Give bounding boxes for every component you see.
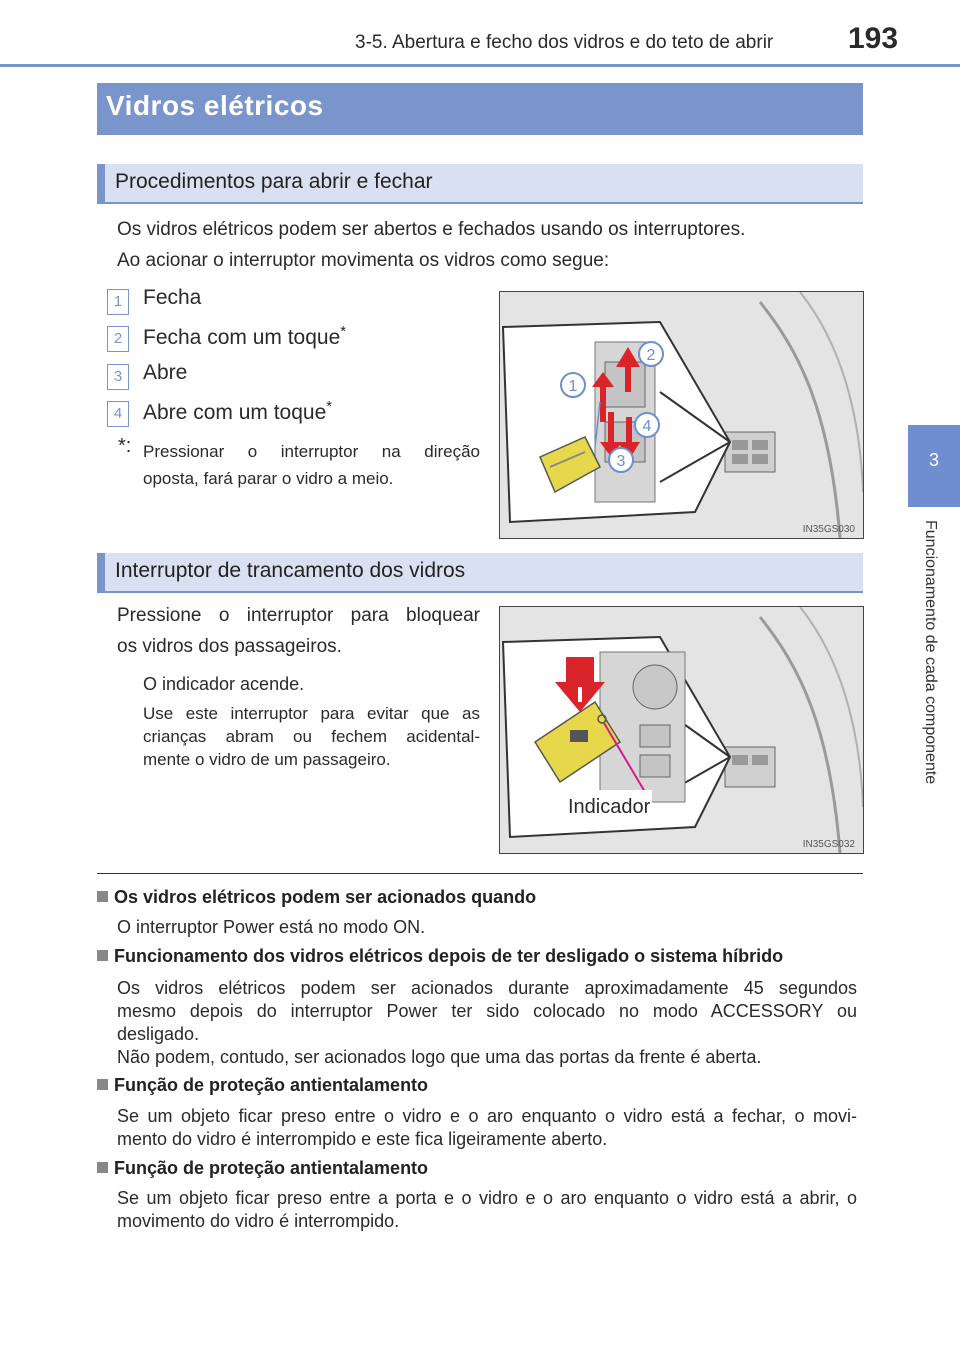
header-section-title: 3-5. Abertura e fecho dos vidros e do teto de abrir xyxy=(355,32,774,53)
figure-code: IN35GS032 xyxy=(802,839,855,850)
step-number-box: 4 xyxy=(107,401,129,427)
section-heading-bar xyxy=(97,164,105,202)
page-number: 193 xyxy=(848,22,899,55)
lock-switch-illustration xyxy=(500,607,863,853)
note-heading: Função de proteção antientalamento xyxy=(97,1158,428,1179)
note-body: Os vidros elétricos podem ser acionados durante aproximadamente 45 segundos mesmo depois do interruptor Power ter sido colocado no modo ACCESSORY ou desligado. Não podem, contudo, ser acionados logo que uma das portas da frente é aberta. xyxy=(117,978,857,1067)
note-heading: Os vidros elétricos podem ser acionados quando xyxy=(97,887,536,908)
lock-switch-figure xyxy=(499,606,864,854)
intro-line-2: Ao acionar o interruptor movimenta os vidros como segue: xyxy=(117,250,610,271)
notes-separator xyxy=(97,873,863,874)
note-square-icon xyxy=(97,1162,108,1173)
note-heading: Função de proteção antientalamento xyxy=(97,1075,428,1096)
callout-1: 1 xyxy=(568,378,578,395)
callout-2: 2 xyxy=(646,347,656,364)
callout-4: 4 xyxy=(642,418,652,435)
window-switch-figure xyxy=(499,291,864,539)
lock-sub-2-line-2: crianças abram ou fechem acidental- xyxy=(143,727,480,746)
chapter-number: 3 xyxy=(928,450,939,470)
chapter-title: Funcionamento de cada componente xyxy=(922,520,939,785)
note-square-icon xyxy=(97,891,108,902)
window-switch-illustration xyxy=(500,292,863,538)
step-label: Abre xyxy=(143,361,188,384)
callout-3: 3 xyxy=(616,453,626,470)
note-square-icon xyxy=(97,950,108,961)
chapter-title-vertical xyxy=(903,520,960,860)
section-heading-lock xyxy=(97,553,863,593)
section-heading-bar xyxy=(97,553,105,591)
footnote-mark: *: xyxy=(118,435,132,457)
intro-line-1: Os vidros elétricos podem ser abertos e fechados usando os interruptores. xyxy=(117,219,746,240)
note-square-icon xyxy=(97,1079,108,1090)
note-body: O interruptor Power está no modo ON. xyxy=(117,917,426,937)
lock-sub-1: O indicador acende. xyxy=(143,674,305,694)
section-heading-text: Interruptor de trancamento dos vidros xyxy=(115,559,466,582)
step-number-box: 2 xyxy=(107,326,129,352)
note-body: Se um objeto ficar preso entre a porta e o vidro e o aro enquanto o vidro está a abrir, o movimento do vidro é interrompido. xyxy=(117,1188,857,1231)
note-heading: Funcionamento dos vidros elétricos depois de ter desligado o sistema híbrido xyxy=(97,946,783,967)
page-title: Vidros elétricos xyxy=(106,90,324,121)
lock-text-line-2: os vidros dos passageiros. xyxy=(117,636,342,657)
section-heading-text: Procedimentos para abrir e fechar xyxy=(115,170,433,193)
section-heading-procedures xyxy=(97,164,863,204)
header-rule xyxy=(0,64,960,67)
lock-sub-2-line-1: Use este interruptor para evitar que as xyxy=(143,704,480,723)
lock-sub-2-line-3: mente o vidro de um passageiro. xyxy=(143,750,391,769)
footnote-line-1: Pressionar o interruptor na direção xyxy=(143,442,480,461)
footnote-line-2: oposta, fará parar o vidro a meio. xyxy=(143,469,394,488)
step-label: Fecha com um toque* xyxy=(143,323,347,349)
step-label: Abre com um toque* xyxy=(143,398,333,424)
step-label: Fecha xyxy=(143,286,202,309)
footnote-star: * xyxy=(340,323,347,340)
step-number-box: 1 xyxy=(107,289,129,315)
figure-code: IN35GS030 xyxy=(802,524,855,535)
note-body: Se um objeto ficar preso entre o vidro e o aro enquanto o vidro está a fechar, o movi- mento do vidro é interrompido e este fica ligeiramente aberto. xyxy=(117,1106,857,1149)
indicator-label: Indicador xyxy=(568,796,651,818)
lock-text-line-1: Pressione o interruptor para bloquear xyxy=(117,605,480,626)
step-number-box: 3 xyxy=(107,364,129,390)
footnote-star: * xyxy=(326,398,333,415)
